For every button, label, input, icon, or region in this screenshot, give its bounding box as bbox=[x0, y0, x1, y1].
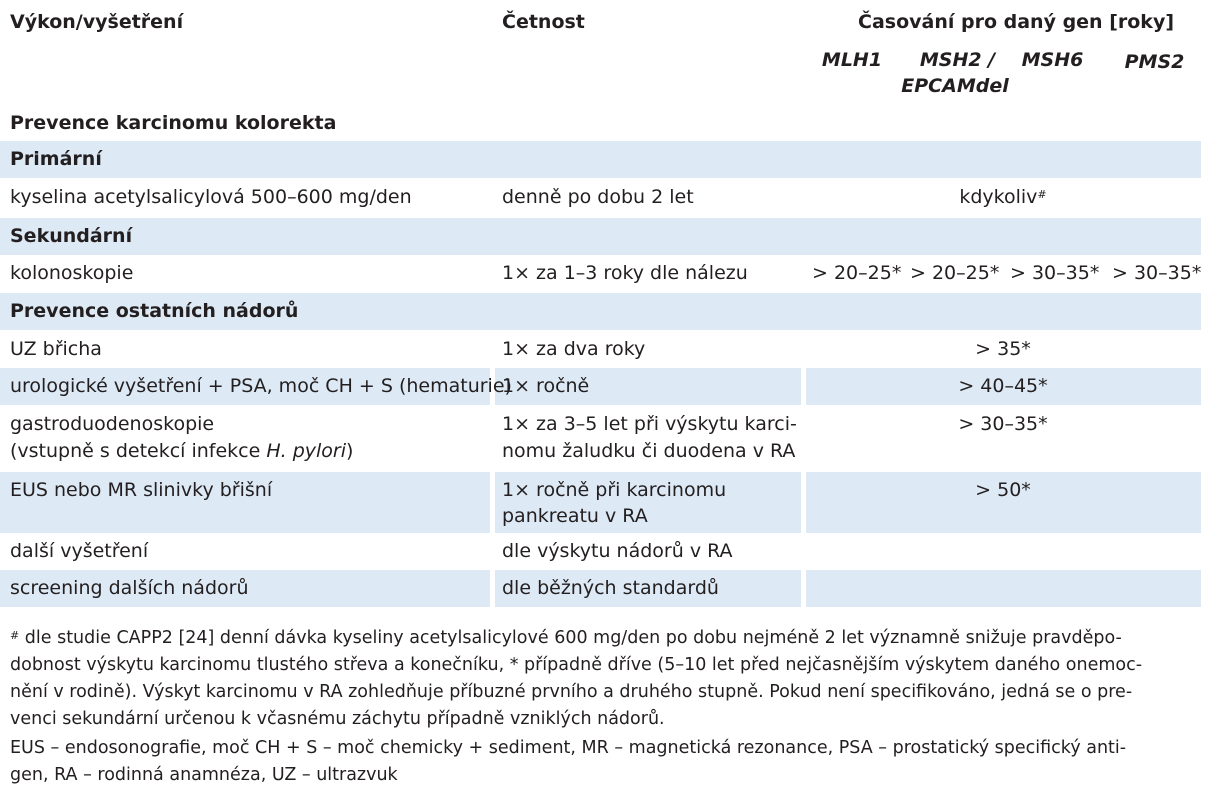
row-colonoscopy-pms2: > 30–35* bbox=[1112, 262, 1202, 284]
footnote-line-5: EUS – endosonografie, moč CH + S – moč chemicky + sediment, MR – magnetická rezonance, PSA – prostatický specifický anti- bbox=[10, 738, 1127, 758]
row-aspirin-frequency: denně po dobu 2 let bbox=[502, 186, 694, 208]
gastro-note-a: (vstupně s detekcí infekce bbox=[10, 440, 267, 462]
row-screening-procedure: screening dalších nádorů bbox=[10, 577, 249, 599]
footnote-line-2: dobnost výskytu karcinomu tlustého střeva a konečníku, * případně dříve (5–10 let před nejčasnějším výskytem daného onemoc- bbox=[10, 655, 1143, 675]
row-uz-frequency: 1× za dva roky bbox=[502, 338, 646, 360]
band-screening-timing bbox=[806, 570, 1201, 607]
row-aspirin-timing bbox=[808, 185, 1198, 210]
band-primary bbox=[0, 141, 1201, 178]
row-colonoscopy-procedure: kolonoskopie bbox=[10, 262, 134, 284]
row-gastro-procedure-2 bbox=[10, 439, 353, 464]
footnote-sup: # bbox=[10, 629, 20, 642]
column-header-procedure: Výkon/vyšetření bbox=[10, 11, 184, 33]
row-aspirin-procedure: kyselina acetylsalicylová 500–600 mg/den bbox=[10, 186, 412, 208]
column-header-frequency: Četnost bbox=[502, 11, 585, 33]
row-other-exam-frequency: dle výskytu nádorů v RA bbox=[502, 540, 733, 562]
footnote-line-1-text: dle studie CAPP2 [24] denní dávka kyseliny acetylsalicylové 600 mg/den po dobu nejméně 2 let významně snižuje pravděpo- bbox=[19, 628, 1122, 648]
gastro-note-pylori: H. pylori bbox=[266, 440, 347, 462]
row-eus-frequency-2: pankreatu v RA bbox=[502, 505, 648, 527]
section-primary: Primární bbox=[10, 148, 102, 170]
section-colorectal: Prevence karcinomu kolorekta bbox=[10, 112, 337, 134]
column-header-timing: Časování pro daný gen [roky] bbox=[858, 11, 1175, 33]
footnote-line-4: venci sekundární určenou k včasnému záchytu případně vzniklých nádorů. bbox=[10, 709, 665, 729]
row-colonoscopy-msh6: > 30–35* bbox=[1010, 262, 1100, 284]
row-gastro-frequency-1: 1× za 3–5 let při výskytu karci- bbox=[502, 413, 797, 435]
footnote-line-3: nění v rodině). Výskyt karcinomu v RA zohledňuje příbuzné prvního a druhého stupně. Pokud není specifikováno, jedná se o pre- bbox=[10, 682, 1133, 702]
row-gastro-frequency-2: nomu žaludku či duodena v RA bbox=[502, 440, 796, 462]
row-colonoscopy-frequency: 1× za 1–3 roky dle nálezu bbox=[502, 262, 748, 284]
gene-msh2: MSH2 / bbox=[919, 49, 996, 71]
row-uz-timing: > 35* bbox=[975, 338, 1031, 360]
row-gastro-procedure-1: gastroduodenoskopie bbox=[10, 413, 215, 435]
row-colonoscopy-mlh1: > 20–25* bbox=[812, 262, 902, 284]
section-other: Prevence ostatních nádorů bbox=[10, 300, 299, 322]
footnote-line-1 bbox=[10, 625, 1210, 652]
row-eus-procedure: EUS nebo MR slinivky břišní bbox=[10, 479, 273, 501]
row-urology-procedure: urologické vyšetření + PSA, moč CH + S (hematurie) bbox=[10, 375, 512, 397]
aspirin-timing-sup: # bbox=[1037, 188, 1047, 201]
row-urology-frequency: 1× ročně bbox=[502, 375, 590, 397]
footnotes bbox=[10, 625, 1210, 789]
row-uz-procedure: UZ břicha bbox=[10, 338, 102, 360]
row-urology-timing: > 40–45* bbox=[958, 375, 1048, 397]
gene-mlh1: MLH1 bbox=[821, 49, 883, 71]
row-colonoscopy-msh2: > 20–25* bbox=[910, 262, 1000, 284]
row-screening-frequency: dle běžných standardů bbox=[502, 577, 719, 599]
gene-pms2: PMS2 bbox=[1124, 51, 1185, 73]
row-eus-timing: > 50* bbox=[975, 479, 1031, 501]
row-gastro-timing: > 30–35* bbox=[958, 413, 1048, 435]
section-secondary: Sekundární bbox=[10, 225, 133, 247]
row-other-exam-procedure: další vyšetření bbox=[10, 540, 149, 562]
gene-msh6: MSH6 bbox=[1021, 49, 1084, 71]
gastro-note-c: ) bbox=[346, 440, 354, 462]
band-secondary bbox=[0, 218, 1201, 255]
footnote-line-6: gen, RA – rodinná anamnéza, UZ – ultrazvuk bbox=[10, 765, 398, 785]
aspirin-timing-text: kdykoliv bbox=[959, 186, 1038, 208]
gene-epcamdel: EPCAMdel bbox=[901, 75, 1009, 97]
row-eus-frequency-1: 1× ročně při karcinomu bbox=[502, 479, 727, 501]
